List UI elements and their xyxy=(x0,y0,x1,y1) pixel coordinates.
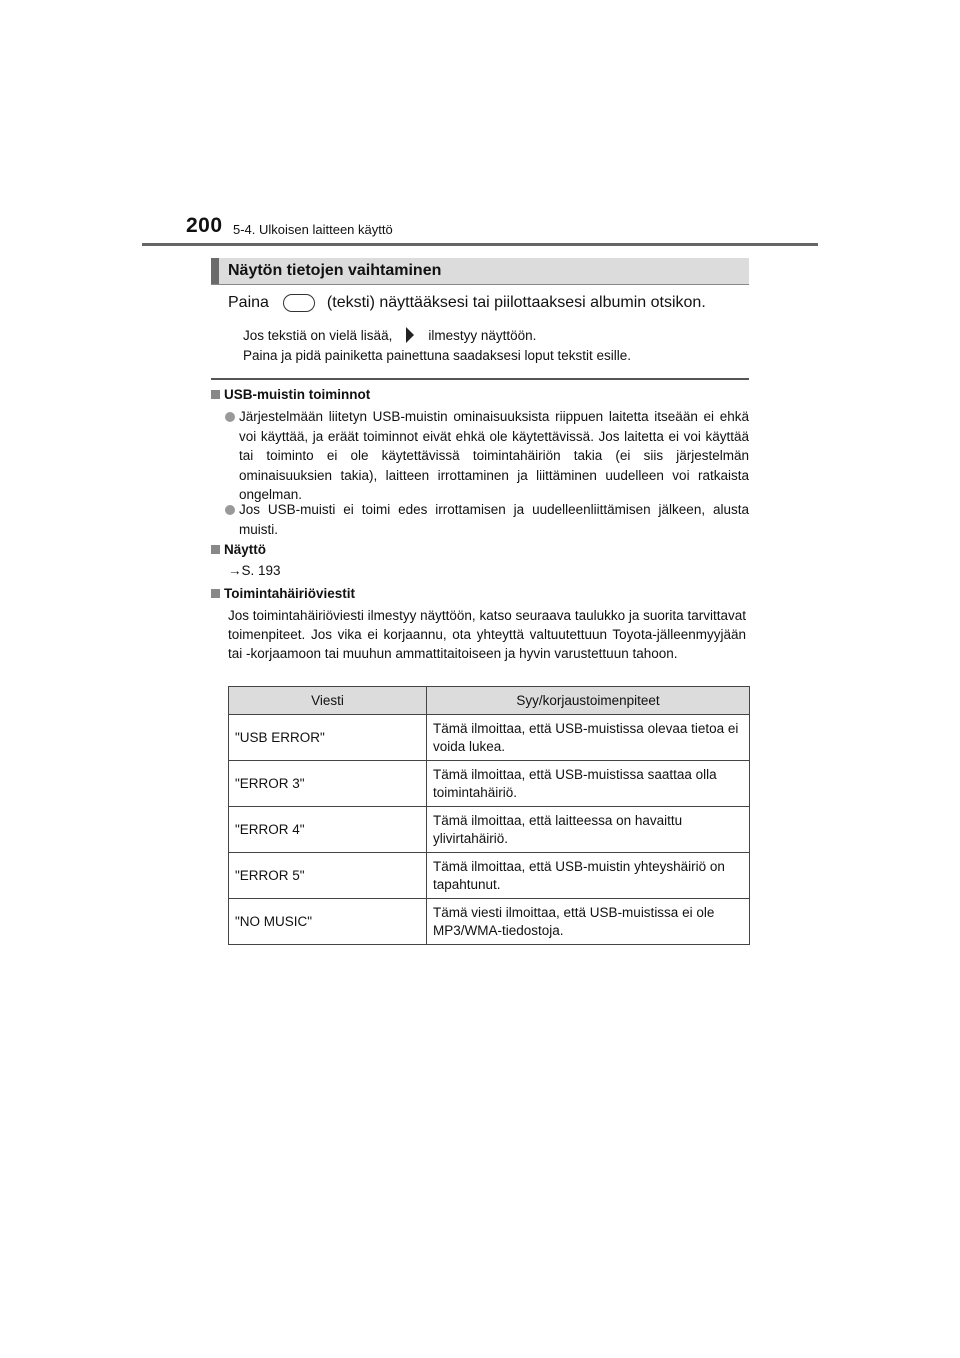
header-divider xyxy=(142,243,818,246)
display-heading-text: Näyttö xyxy=(224,542,267,557)
note-prefix: Jos tekstiä on vielä lisää, xyxy=(243,327,393,343)
note-suffix: ilmestyy näyttöön. xyxy=(428,327,537,343)
usb-bullet-2-text: Jos USB-muisti ei toimi edes irrottamisen ja uudelleenliittämisen jälkeen, alusta muisti. xyxy=(239,502,749,537)
table-row xyxy=(229,899,750,945)
page-number: 200 xyxy=(186,214,223,237)
table-row xyxy=(229,761,750,807)
page-reference: →S. 193 xyxy=(228,563,281,578)
table-row xyxy=(229,807,750,853)
section-title-bar xyxy=(211,258,749,284)
section-divider xyxy=(211,378,749,380)
cause-cell: Tämä ilmoittaa, että USB-muistissa saattaa olla toimintahäiriö. xyxy=(427,761,750,807)
table-row xyxy=(229,853,750,899)
square-bullet-icon xyxy=(211,589,220,598)
square-bullet-icon xyxy=(211,545,220,554)
circle-bullet-icon xyxy=(225,505,235,515)
message-cell: "USB ERROR" xyxy=(229,715,427,761)
cause-cell: Tämä ilmoittaa, että USB-muistin yhteyshäiriö on tapahtunut. xyxy=(427,853,750,899)
table-row xyxy=(229,715,750,761)
table-header-row xyxy=(229,687,750,715)
cause-cell: Tämä ilmoittaa, että laitteessa on havaittu ylivirtahäiriö. xyxy=(427,807,750,853)
errors-intro: Jos toimintahäiriöviesti ilmestyy näyttöön, katso seuraava taulukko ja suorita tarvittavat toimenpiteet. Jos vika ei korjaannu, ota yhteyttä valtuutettuun Toyota-jälleenmyyjään tai -korjaamoon tai muuhun ammattitaitoiseen ja hyvin varustettuun tahoon. xyxy=(228,608,746,661)
error-messages-table xyxy=(228,686,750,945)
table-header-cause: Syy/korjaustoimenpiteet xyxy=(427,687,750,715)
cause-cell: Tämä viesti ilmoittaa, että USB-muistissa ei ole MP3/WMA-tiedostoja. xyxy=(427,899,750,945)
display-heading xyxy=(211,542,266,557)
message-cell: "ERROR 3" xyxy=(229,761,427,807)
note-line-2: Paina ja pidä painiketta painettuna saadaksesi loput tekstit esille. xyxy=(243,348,631,363)
circle-bullet-icon xyxy=(225,412,235,422)
message-cell: "ERROR 5" xyxy=(229,853,427,899)
cause-cell: Tämä ilmoittaa, että USB-muistissa olevaa tietoa ei voida lukea. xyxy=(427,715,750,761)
instruction-line xyxy=(228,294,706,312)
message-cell: "NO MUSIC" xyxy=(229,899,427,945)
usb-heading xyxy=(211,387,370,402)
right-triangle-icon xyxy=(406,327,414,343)
table-header-message: Viesti xyxy=(229,687,427,715)
note-line-1 xyxy=(243,327,536,343)
errors-heading-text: Toimintahäiriöviestit xyxy=(224,586,356,601)
usb-bullet-2 xyxy=(225,500,749,539)
instruction-suffix: (teksti) näyttääksesi tai piilottaaksesi albumin otsikon. xyxy=(326,294,706,311)
usb-bullet-1-text: Järjestelmään liitetyn USB-muistin ominaisuuksista riippuen laitetta itseään ei ehkä voi käyttää, ja eräät toiminnot eivät ehkä ole käytettävissä. Jos laitetta ei voi käyttää tai toiminto ei ole käytettävissä toimintahäiriön takia (ei siis järjestelmän ominaisuuksien takia), laitteen irrottaminen ja liittäminen uudelleen voi ratkaista ongelman. xyxy=(239,409,749,502)
section-title: Näytön tietojen vaihtaminen xyxy=(228,262,442,279)
instruction-prefix: Paina xyxy=(228,294,269,311)
section-path: 5-4. Ulkoisen laitteen käyttö xyxy=(233,222,393,237)
rounded-button-icon xyxy=(283,294,315,312)
square-bullet-icon xyxy=(211,390,220,399)
title-underline xyxy=(211,284,749,285)
errors-heading xyxy=(211,586,355,601)
usb-bullet-1 xyxy=(225,407,749,505)
usb-heading-text: USB-muistin toiminnot xyxy=(224,387,371,402)
message-cell: "ERROR 4" xyxy=(229,807,427,853)
